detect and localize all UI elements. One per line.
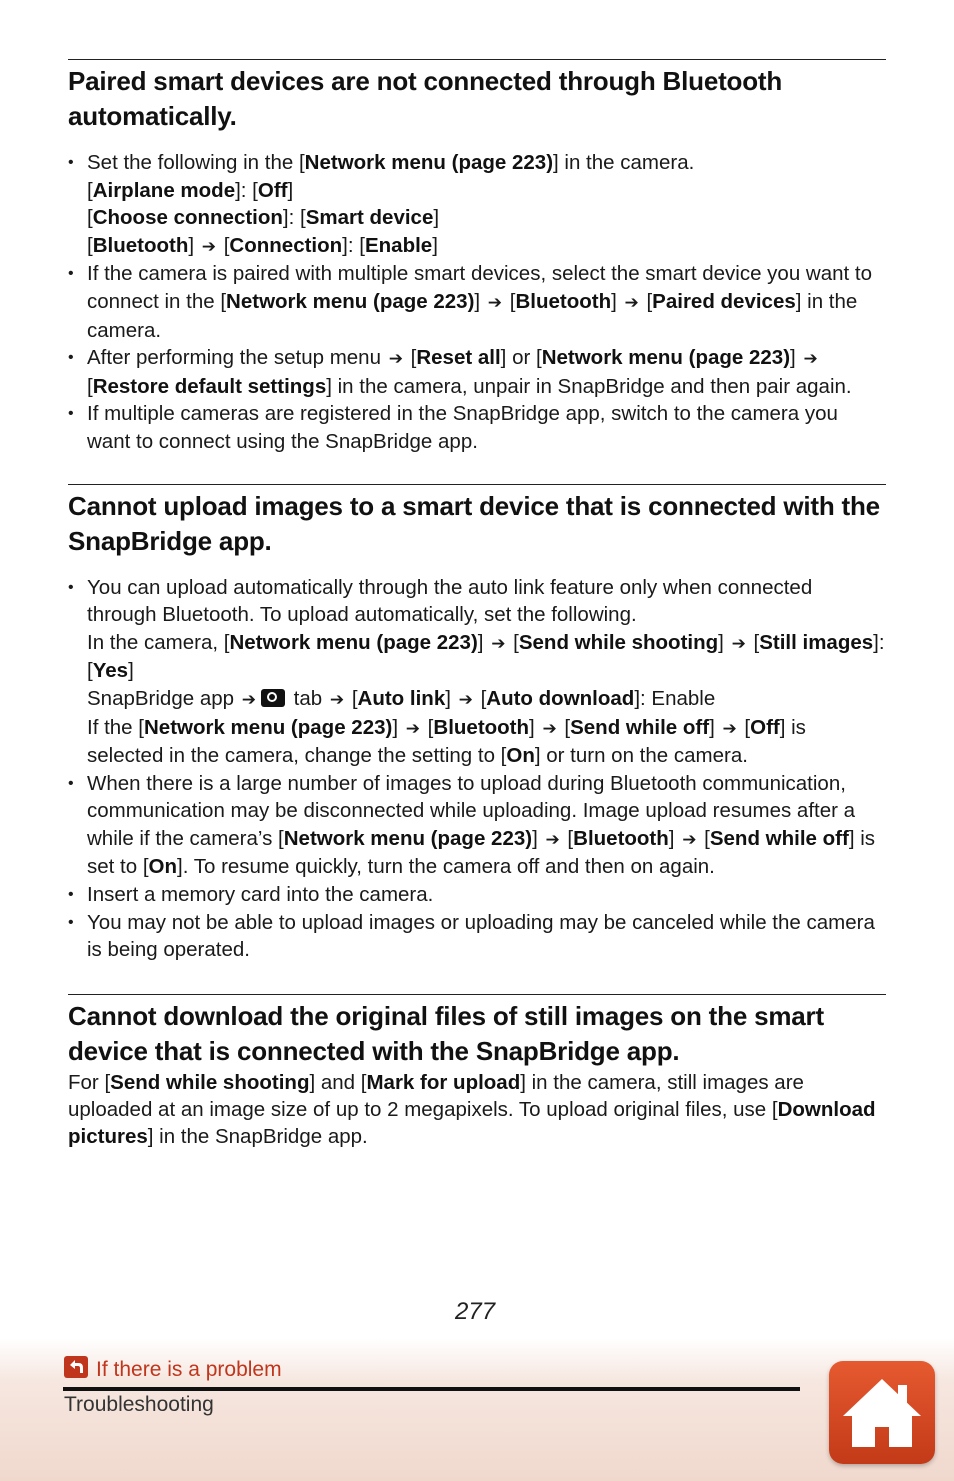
section-cannot-download-originals: [68, 994, 886, 1151]
text: [: [474, 686, 487, 710]
arrow-right-icon: ➔: [491, 633, 506, 653]
text: [: [738, 715, 751, 739]
text: [: [218, 233, 230, 257]
text: ] in the camera.: [553, 151, 695, 174]
text: [: [504, 289, 516, 313]
text: ]: Enable: [634, 686, 716, 710]
menu-ref: Auto link: [357, 686, 446, 710]
text: ]: [: [235, 178, 258, 202]
text: [: [698, 826, 710, 850]
section-title: Cannot download the original files of still images on the smart device that is connected with the SnapBridge app.: [68, 1000, 824, 1066]
menu-ref: Network menu (page 223): [226, 289, 475, 313]
menu-ref: Restore default settings: [92, 374, 327, 398]
bullet-dot: •: [68, 886, 74, 904]
text: If the camera is paired with multiple smart devices, select the smart device you want to connect in the [: [87, 262, 873, 313]
text: ]: [718, 630, 730, 654]
list-item: [68, 881, 886, 909]
arrow-right-icon: ➔: [241, 689, 256, 709]
text: ]: [433, 206, 440, 230]
list-item: [68, 770, 886, 881]
arrow-right-icon: ➔: [731, 633, 746, 653]
menu-ref: Auto download: [486, 686, 635, 710]
text: ] in the SnapBridge app.: [147, 1125, 368, 1149]
main-content: [68, 59, 886, 1150]
text: [: [404, 346, 417, 370]
bullet-dot: •: [68, 578, 74, 596]
arrow-right-icon: ➔: [405, 718, 420, 738]
text: ]: [477, 630, 490, 654]
menu-ref: On: [148, 855, 177, 879]
bullet-dot: •: [68, 774, 74, 792]
arrow-right-icon: ➔: [542, 718, 557, 738]
menu-ref: Network menu (page 223): [143, 715, 393, 739]
text: If the [: [87, 715, 144, 739]
section-bluetooth-not-connected: [68, 59, 886, 456]
text: ] and [: [309, 1070, 367, 1094]
menu-ref: Mark for upload: [366, 1070, 521, 1094]
text: ] in the camera.: [87, 289, 858, 342]
text: In the camera, [: [87, 630, 230, 654]
arrow-right-icon: ➔: [388, 349, 403, 369]
bullet-dot: •: [68, 154, 74, 171]
arrow-right-icon: ➔: [624, 292, 639, 312]
text: [: [87, 233, 93, 257]
text: ]: [529, 715, 541, 739]
text: ]: [287, 178, 294, 202]
menu-ref: Connection: [229, 233, 343, 257]
menu-ref: On: [506, 744, 535, 768]
text: [: [558, 715, 571, 739]
menu-ref: Bluetooth: [515, 289, 612, 313]
text: [: [346, 686, 358, 710]
text: ]: [392, 715, 404, 739]
menu-ref: Network menu (page 223): [229, 630, 478, 654]
menu-ref: Send while shooting: [518, 630, 719, 654]
text: ]: [474, 289, 486, 313]
text: tab: [287, 686, 328, 710]
menu-ref: Send while off: [709, 826, 849, 850]
arrow-right-icon: ➔: [329, 689, 345, 709]
text: ]: [790, 346, 802, 370]
text: ]: [188, 233, 200, 257]
arrow-right-icon: ➔: [545, 829, 560, 849]
text: [: [87, 206, 93, 230]
text: [: [87, 178, 93, 202]
back-arrow-icon: [64, 1356, 88, 1378]
footer-link-label: If there is a problem: [96, 1358, 282, 1381]
footer-sub-label: Troubleshooting: [64, 1393, 214, 1416]
text: [: [747, 630, 760, 654]
arrow-right-icon: ➔: [803, 349, 818, 369]
menu-ref: Bluetooth: [573, 826, 669, 850]
home-button[interactable]: [829, 1361, 935, 1464]
section-title: Cannot upload images to a smart device that is connected with the SnapBridge app.: [68, 490, 880, 556]
menu-ref: Still images: [759, 630, 874, 654]
arrow-right-icon: ➔: [458, 689, 473, 709]
menu-ref: Send while off: [570, 715, 710, 739]
text: ]. To resume quickly, turn the camera off and then on again.: [177, 855, 715, 879]
text: [: [507, 630, 519, 654]
page-number: 277: [455, 1298, 496, 1325]
text: ]: [432, 233, 438, 257]
text: ]: [: [87, 630, 885, 683]
home-icon: [839, 1371, 925, 1454]
menu-ref: Yes: [92, 659, 129, 683]
menu-ref: Bluetooth: [433, 715, 530, 739]
text: Set the following in the [: [87, 151, 305, 174]
text: ]: [445, 686, 457, 710]
text: ]: [: [342, 233, 365, 257]
text: [: [640, 289, 653, 313]
text: ] or turn on the camera.: [534, 744, 748, 768]
list-item: [68, 909, 886, 964]
text: You can upload automatically through the auto link feature only when connected through Bluetooth. To upload automatically, set the following.: [87, 575, 813, 627]
text: ]: [709, 715, 721, 739]
text: [: [561, 826, 574, 850]
text: ] is set to [: [87, 826, 876, 879]
menu-ref: Network menu (page 223): [304, 151, 554, 174]
text: ]: [532, 826, 544, 850]
list-item: [68, 149, 886, 260]
text: SnapBridge app: [87, 686, 240, 710]
bullet-list: [68, 574, 886, 964]
list-item: [68, 400, 886, 455]
menu-ref: Send while shooting: [110, 1070, 310, 1094]
menu-ref: Enable: [364, 233, 433, 257]
menu-ref: Off: [257, 178, 288, 202]
text: ]: [668, 826, 681, 850]
bullet-dot: •: [68, 405, 74, 423]
text: ] in the camera, unpair in SnapBridge and then pair again.: [326, 374, 852, 398]
bullet-dot: •: [68, 349, 74, 367]
text: For [: [68, 1070, 111, 1094]
menu-ref: Paired devices: [652, 289, 796, 313]
list-item: [68, 260, 886, 344]
list-item: [68, 344, 886, 400]
text: ] in the camera, still images are uploaded at an image size of up to 2 megapixels. To upload original files, use [: [68, 1070, 804, 1122]
menu-ref: Off: [750, 715, 780, 739]
menu-ref: Network menu (page 223): [541, 346, 791, 370]
arrow-right-icon: ➔: [487, 292, 503, 312]
footer-link-troubleshooting[interactable]: [64, 1356, 282, 1384]
arrow-right-icon: ➔: [722, 718, 737, 738]
section-title: Paired smart devices are not connected through Bluetooth automatically.: [68, 66, 783, 131]
text: After performing the setup menu: [87, 346, 387, 370]
text: If multiple cameras are registered in the SnapBridge app, switch to the camera you want to connect using the SnapBridge app.: [87, 402, 838, 453]
text: You may not be able to upload images or uploading may be canceled while the camera is being operated.: [87, 910, 875, 962]
menu-ref: Download pictures: [68, 1098, 876, 1149]
text: ]: [: [282, 206, 306, 230]
menu-ref: Reset all: [416, 346, 501, 370]
bullet-dot: •: [68, 265, 74, 283]
text: Insert a memory card into the camera.: [87, 883, 434, 907]
menu-ref: Airplane mode: [92, 178, 236, 202]
paragraph: [68, 1069, 886, 1151]
bullet-dot: •: [68, 913, 74, 931]
camera-icon: [261, 689, 285, 707]
text: When there is a large number of images to upload during Bluetooth communication, communication may be disconnected while uploading. Image upload resumes after a while if the camera’s [: [87, 771, 856, 850]
text: ]: [611, 289, 623, 313]
text: ]: [128, 659, 134, 683]
menu-ref: Smart device: [305, 206, 434, 230]
text: [: [421, 715, 434, 739]
arrow-right-icon: ➔: [201, 236, 217, 256]
menu-ref: Network menu (page 223): [283, 826, 533, 850]
text: [: [87, 374, 93, 398]
list-item: [68, 574, 886, 770]
section-cannot-upload: [68, 484, 886, 964]
text: ] or [: [500, 346, 542, 370]
bullet-list: [68, 149, 886, 456]
menu-ref: Bluetooth: [92, 233, 189, 257]
text: ] is selected in the camera, change the setting to [: [87, 715, 806, 768]
arrow-right-icon: ➔: [682, 829, 697, 849]
menu-ref: Choose connection: [92, 206, 283, 230]
